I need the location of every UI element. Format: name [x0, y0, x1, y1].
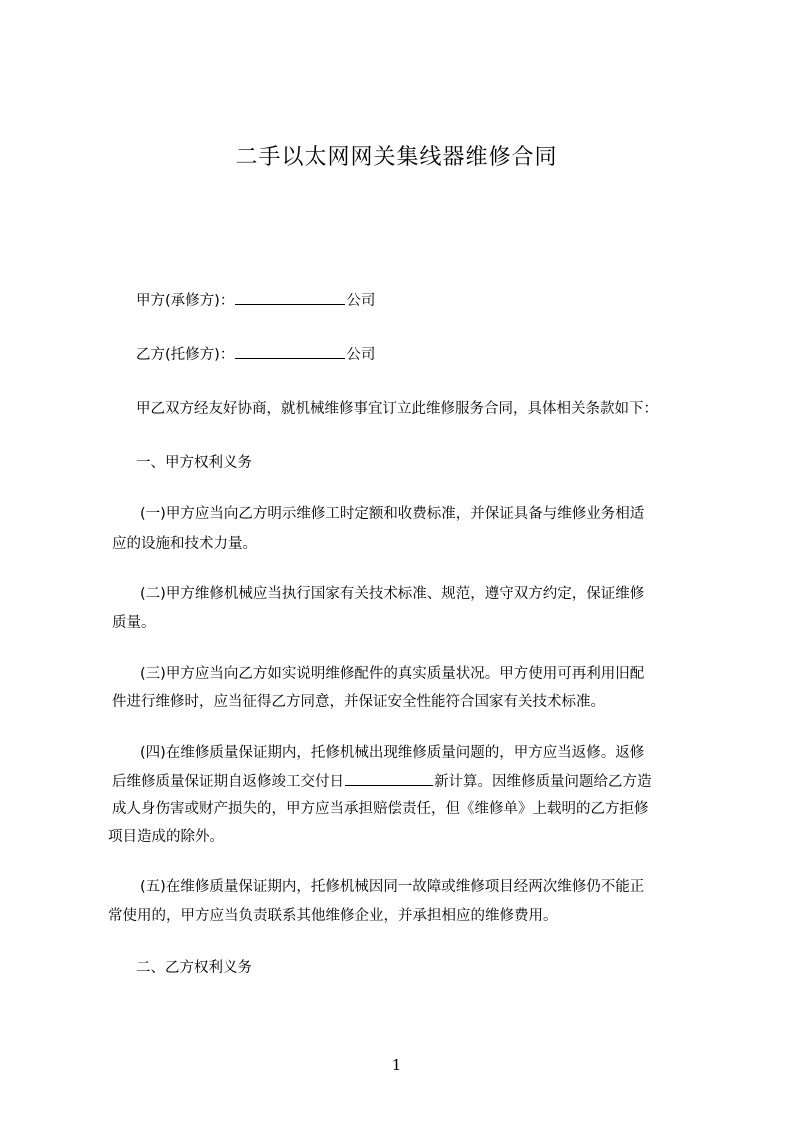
intro-paragraph: 甲乙双方经友好协商，就机械维修事宜订立此维修服务合同，具体相关条款如下： [136, 401, 658, 417]
party-b-line [136, 344, 375, 365]
clause-4-line-3: 成人身伤害或财产损失的，甲方应当承担赔偿责任，但《维修单》上载明的乙方拒修 [112, 801, 649, 817]
clause-4-line-2-pre: 后维修质量保证期自返修竣工交付日 [112, 774, 344, 790]
page-number: 1 [391, 1056, 402, 1074]
party-b-suffix: 公司 [346, 347, 376, 363]
clause-4-line-2-post: 新计算。因维修质量问题给乙方造 [434, 774, 652, 790]
clause-5-line-2: 常使用的，甲方应当负责联系其他维修企业，并承担相应的维修费用。 [108, 908, 558, 924]
clause-2-line-1: (二)甲方维修机械应当执行国家有关技术标准、规范，遵守双方约定，保证维修 [140, 586, 645, 602]
party-a-suffix: 公司 [346, 293, 376, 309]
clause-4-line-1: (四)在维修质量保证期内，托修机械出现维修质量问题的，甲方应当返修。返修 [140, 745, 645, 761]
party-b-label: 乙方(托修方)： [136, 347, 235, 363]
party-b-blank[interactable] [235, 344, 345, 359]
party-a-blank[interactable] [235, 290, 345, 305]
document-title: 二手以太网网关集线器维修合同 [235, 145, 558, 170]
clause-2-line-2: 质量。 [112, 615, 156, 631]
clause-5-line-1: (五)在维修质量保证期内，托修机械因同一故障或维修项目经两次维修仍不能正 [140, 879, 645, 895]
clause-4-date-blank[interactable] [345, 771, 433, 786]
section-1-heading: 一、甲方权利义务 [136, 455, 252, 471]
party-a-label: 甲方(承修方)： [136, 293, 235, 309]
clause-4-line-4: 项目造成的除外。 [108, 829, 224, 845]
party-a-line [136, 290, 375, 311]
clause-4-line-2 [112, 771, 652, 792]
clause-1-line-1: (一)甲方应当向乙方明示维修工时定额和收费标准，并保证具备与维修业务相适 [140, 506, 645, 522]
clause-1-line-2: 应的设施和技术力量。 [112, 536, 257, 552]
section-2-heading: 二、乙方权利义务 [136, 960, 252, 976]
clause-3-line-1: (三)甲方应当向乙方如实说明维修配件的真实质量状况。甲方使用可再利用旧配 [140, 666, 645, 682]
clause-3-line-2: 件进行维修时，应当征得乙方同意，并保证安全性能符合国家有关技术标准。 [112, 694, 605, 710]
